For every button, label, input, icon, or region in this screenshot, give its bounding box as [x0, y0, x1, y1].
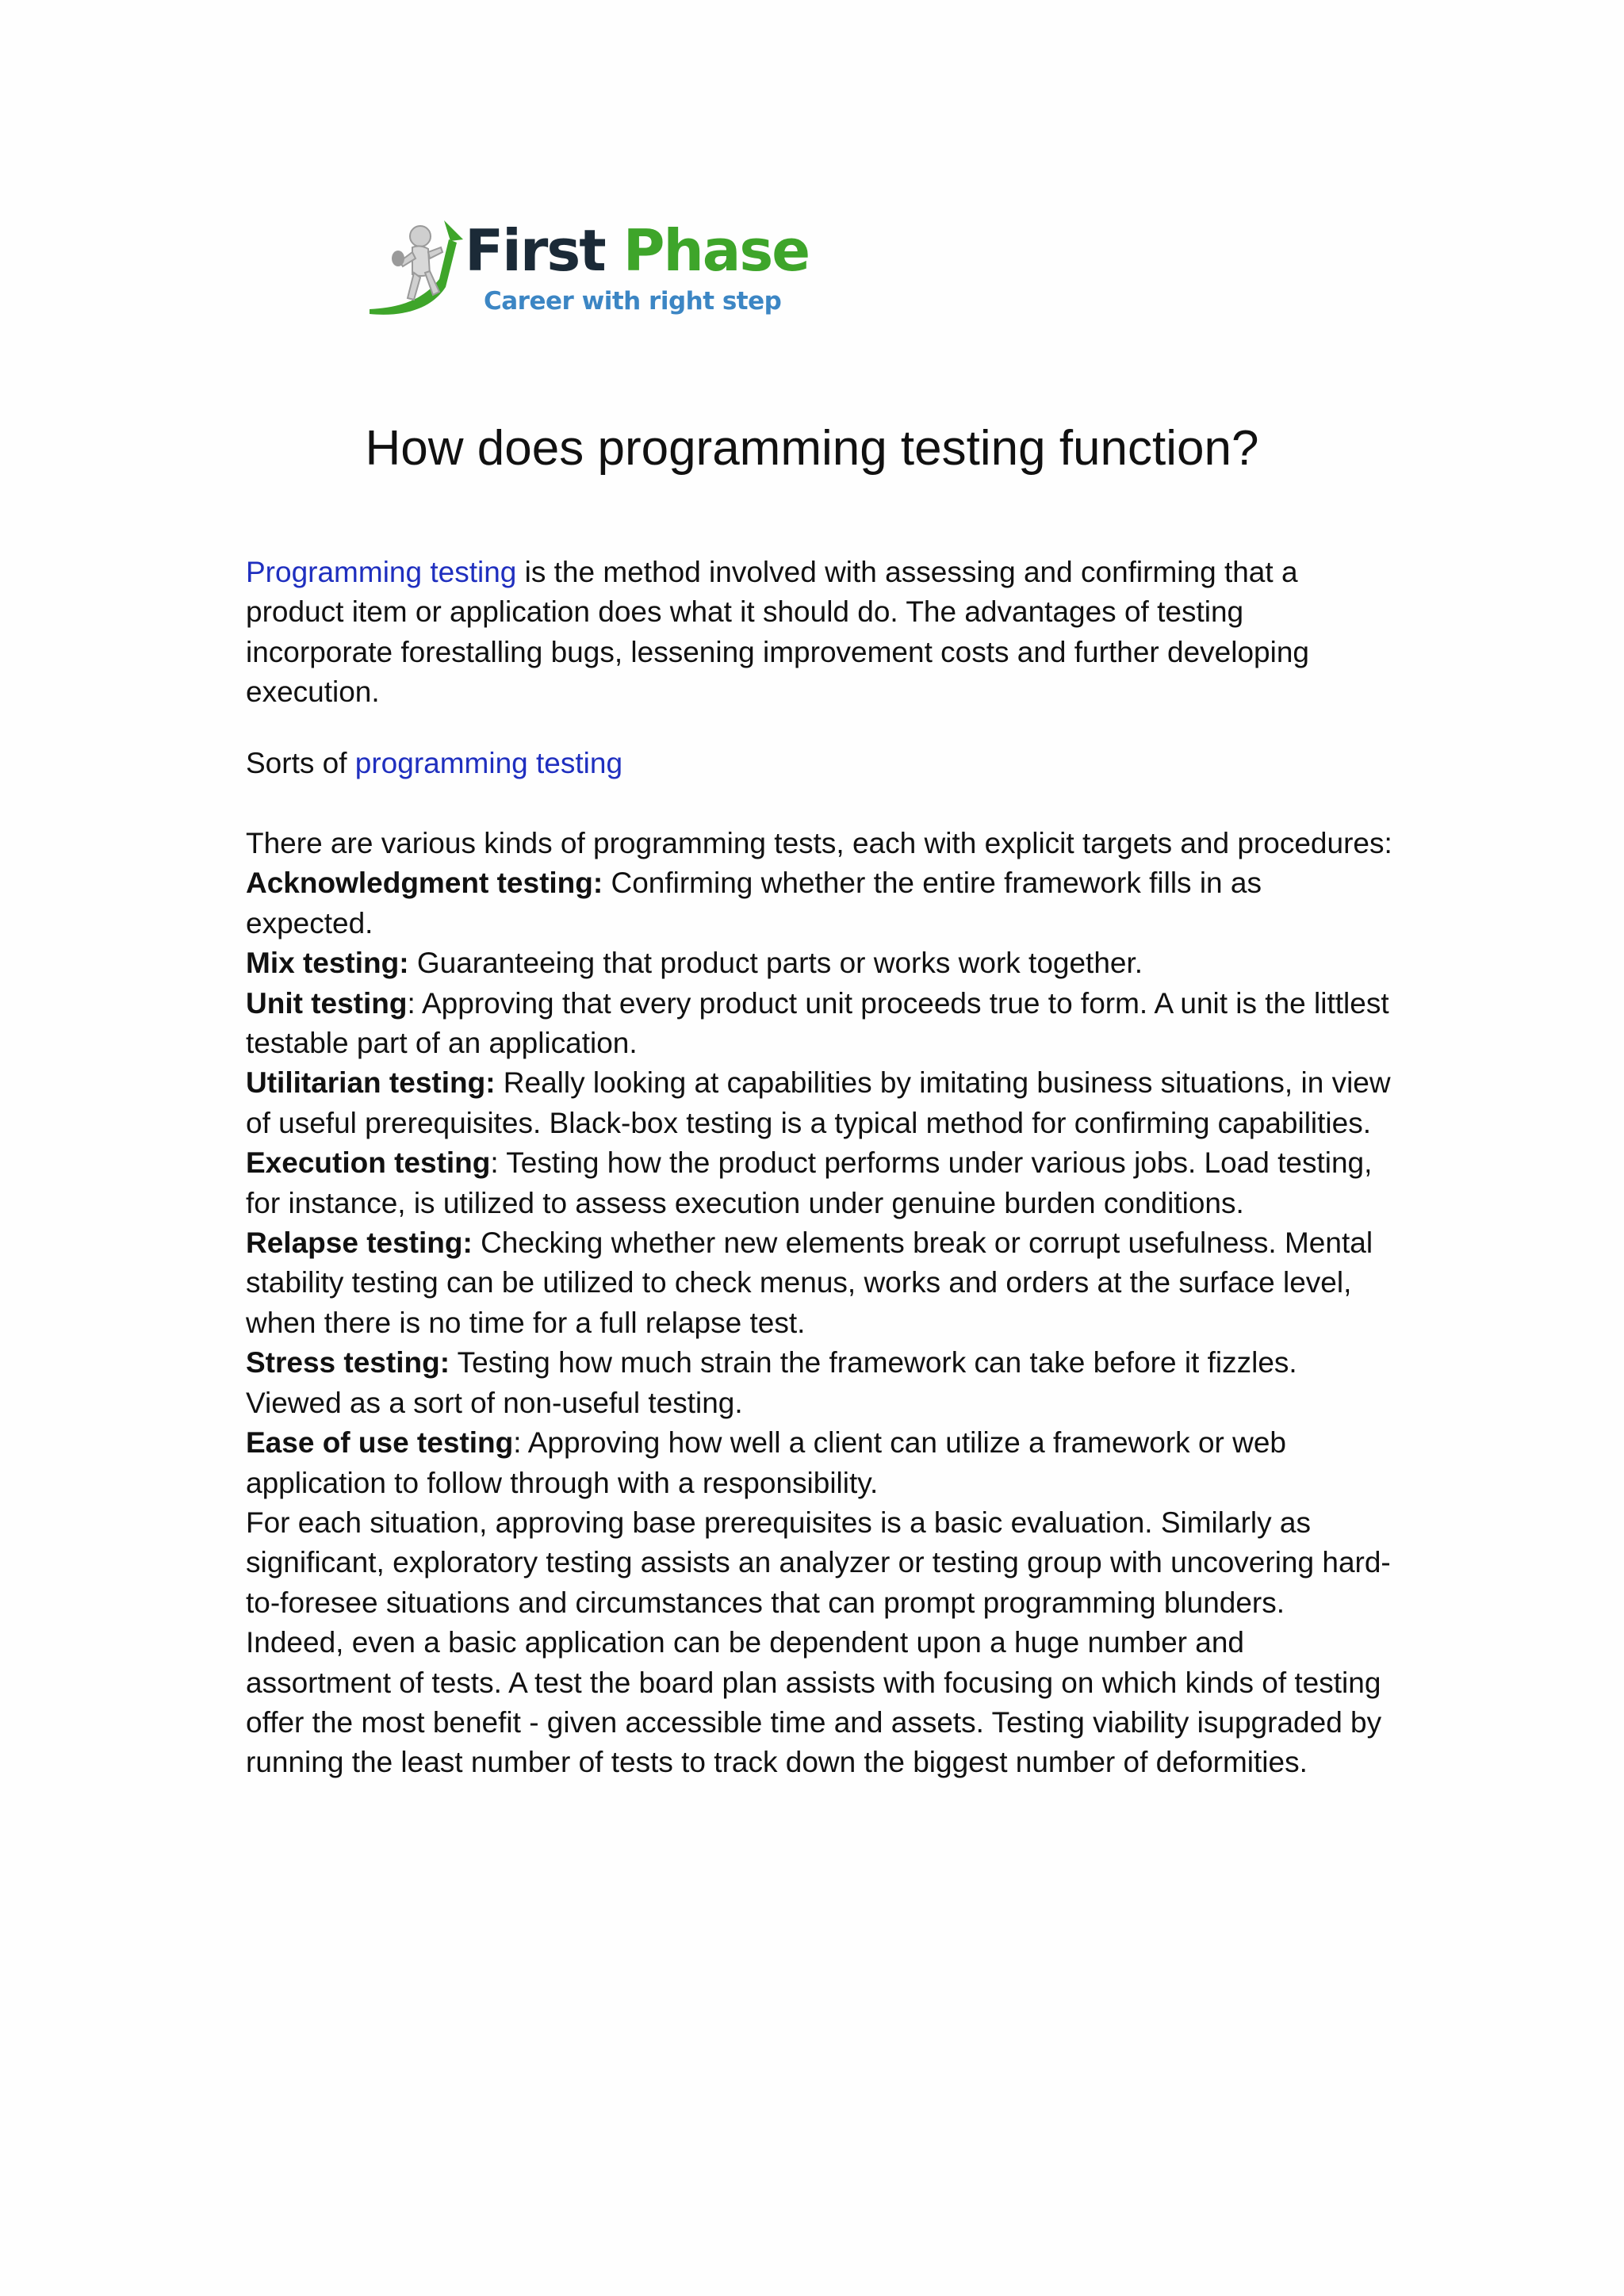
kind-text: Confirming whether the entire framework fills in as expected. [246, 867, 1262, 939]
kind-item [246, 863, 1396, 943]
closing-paragraph: For each situation, approving base prerequisites is a basic evaluation. Similarly as significant, exploratory testing assists an analyzer or testing group with uncovering hard-to-foresee situations and circumstances that can prompt programming blunders. [246, 1506, 1391, 1619]
kind-name: Stress testing: [246, 1346, 450, 1380]
kind-name: Acknowledgment testing: [246, 867, 603, 900]
kind-name: Utilitarian testing: [246, 1066, 496, 1100]
kind-text: Really looking at capabilities by imitating business situations, in view of useful prerequisites. Black-box testing is a typical method for confirming capabilities. [246, 1066, 1391, 1139]
first-phase-logo [366, 216, 810, 327]
kind-item [246, 984, 1396, 1064]
intro-paragraph [246, 553, 1396, 713]
kind-name: Ease of use testing [246, 1426, 514, 1460]
logo-brand-word-phase: Phase [622, 217, 810, 284]
logo-brand-word-first: First [465, 217, 605, 284]
sorts-programming-testing-link[interactable]: programming testing [354, 747, 623, 779]
kind-text: Guaranteeing that product parts or works work together. [408, 947, 1143, 980]
sorts-heading [246, 744, 1396, 783]
logo-tagline: Career with right step [484, 287, 782, 316]
kind-text: : Testing how the product performs under various jobs. Load testing, for instance, is utilized to assess execution under genuine burden conditions. [246, 1146, 1373, 1219]
kind-item [246, 1063, 1396, 1143]
kind-name: Mix testing: [246, 947, 409, 980]
kind-name: Relapse testing: [246, 1226, 473, 1260]
logo-brand-name [465, 217, 810, 284]
climbing-figure-icon [366, 216, 469, 327]
kind-text: Testing how much strain the framework can take before it fizzles. Viewed as a sort of non-useful testing. [246, 1346, 1297, 1419]
kind-item [246, 1143, 1396, 1223]
sorts-prefix: Sorts of [246, 747, 355, 779]
programming-testing-link[interactable]: Programming testing [246, 556, 517, 588]
kind-text: : Approving that every product unit proceeds true to form. A unit is the littlest testable part of an application. [246, 986, 1389, 1060]
kind-text: : Approving how well a client can utilize a framework or web application to follow through with a responsibility. [246, 1426, 1287, 1499]
testing-kinds-section [246, 824, 1396, 1783]
kind-name: Execution testing [246, 1146, 491, 1180]
kind-item [246, 1343, 1396, 1423]
closing-paragraph: Indeed, even a basic application can be dependent upon a huge number and assortment of tests. A test the board plan assists with focusing on which kinds of testing offer the most benefit - given accessible time and assets. Testing viability isupgraded by running the least number of tests to track down the biggest number of deformities. [246, 1626, 1382, 1779]
kinds-intro: There are various kinds of programming tests, each with explicit targets and procedures: [246, 827, 1392, 859]
intro-text: is the method involved with assessing and confirming that a product item or application does what it should do. The advantages of testing incorporate forestalling bugs, lessening improvement costs and further developing execution. [246, 556, 1309, 709]
kind-item [246, 943, 1396, 983]
kind-item [246, 1423, 1396, 1503]
kind-text: Checking whether new elements break or corrupt usefulness. Mental stability testing can be utilized to check menus, works and orders at the surface level, when there is no time for a full relapse test. [246, 1226, 1373, 1339]
kind-name: Unit testing [246, 986, 408, 1020]
kind-item [246, 1223, 1396, 1343]
document-title: How does programming testing function? [365, 421, 1259, 476]
